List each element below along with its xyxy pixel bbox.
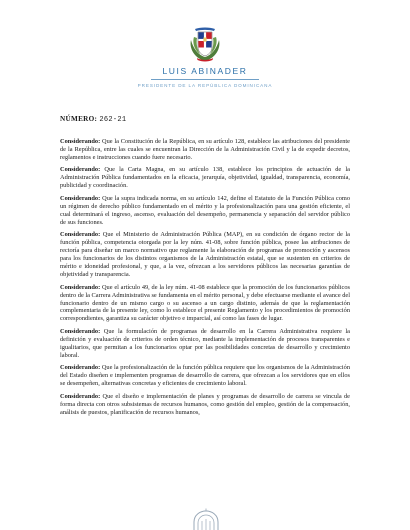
paragraph-lead: Considerando:	[60, 138, 101, 145]
considering-paragraph	[60, 231, 350, 279]
considering-paragraph	[60, 328, 350, 360]
header-divider	[151, 79, 259, 80]
considering-paragraph	[60, 138, 350, 162]
president-name: LUIS ABINADER	[162, 66, 248, 76]
paragraph-lead: Considerando:	[60, 283, 101, 291]
considering-paragraph	[60, 284, 350, 324]
paragraph-text: Que el diseño e implementación de planes y programas de desarrollo de carrera se vincula de forma directa con otros subsistemas de recursos humanos, como gestión del empleo, gestión de la compensación, análisis de puestos, planificación de recursos humanos,	[60, 392, 350, 416]
palace-emblem-icon	[188, 508, 224, 530]
paragraph-text: Que la formulación de programas de desarrollo en la Carrera Administrativa requiere la definición y evaluación de criterios de orden técnico, mediante la implementación de procesos transparentes e igualitarios, que permitan a los funcionarios optar por las posibilidades concretas de desarrollo y crecimiento laboral.	[60, 327, 350, 359]
number-label: NÚMERO:	[60, 115, 98, 123]
paragraph-text: Que el Ministerio de Administración Pública (MAP), en su condición de órgano rector de la función pública, competencia otorgada por la ley núm. 41-08, sobre función pública, posee las atribuciones de rectoría para diseñar un marco normativo que reglamente la elaboración de programas de promoción y ascensos para los funcionarios de los distintos organismos de la Administración estatal, que se sustenten en criterios de mérito e idoneidad profesional, y que, a la vez, ofrezcan a los servidores públicos las necesarias garantías de objetividad y transparencia.	[60, 231, 350, 279]
paragraph-lead: Considerando:	[60, 364, 101, 372]
coat-of-arms-icon	[188, 26, 222, 64]
paragraph-lead: Considerando:	[60, 166, 101, 174]
considering-paragraph	[60, 364, 350, 388]
considering-paragraph	[60, 393, 350, 417]
paragraph-text: Que el artículo 49, de la ley núm. 41-08 establece que la promoción de los funcionarios públicos dentro de la Carrera Administrativa se fundamenta en el mérito personal, y debe efectuarse mediante el avance del funcionario dentro de un mismo cargo o su ascenso a un cargo distinto, además de que la reglamentación complementaria de la presente ley, como lo establece el presente Reglamento y los procedimientos de promoción correspondientes, garantiza su carácter objetivo e imparcial, así como las fases de lugar.	[60, 283, 350, 323]
president-title: PRESIDENTE DE LA REPÚBLICA DOMINICANA	[137, 83, 273, 88]
decree-body	[60, 138, 350, 421]
paragraph-lead: Considerando:	[60, 392, 101, 400]
paragraph-lead: Considerando:	[60, 231, 101, 239]
paragraph-text: Que la profesionalización de la función pública requiere que los organismos de la Administración del Estado diseñen e implementen programas de desarrollo de carrera, que ofrezcan a los servidores que en ellos se desempeñen, alternativas concretas y eficientes de crecimiento laboral.	[60, 364, 350, 388]
paragraph-text: Que la supra indicada norma, en su artículo 142, define el Estatuto de la Función Pública como un régimen de derecho público fundamentado en el mérito y la profesionalización para una gestión eficiente, el cual determinará el ingreso, ascenso, evaluación del desempeño, permanencia y separación del servidor público de sus funciones.	[60, 194, 350, 226]
considering-paragraph	[60, 166, 350, 190]
decree-number	[60, 115, 126, 124]
number-value: 262-21	[99, 116, 127, 124]
paragraph-lead: Considerando:	[60, 327, 101, 335]
considering-paragraph	[60, 195, 350, 227]
paragraph-text: Que la Constitución de la República, en su artículo 128, establece las atribuciones del presidente de la República, entre las cuales se encuentran la Dirección de la Administración Civil y la de expedir decretos, reglamentos e instrucciones cuando fuere necesario.	[60, 138, 350, 161]
paragraph-lead: Considerando:	[60, 194, 101, 202]
paragraph-text: Que la Carta Magna, en su artículo 138, establece los principios de actuación de la Administración Pública fundamentados en la eficacia, jerarquía, objetividad, igualdad, transparencia, economía, publicidad y coordinación.	[60, 166, 350, 190]
